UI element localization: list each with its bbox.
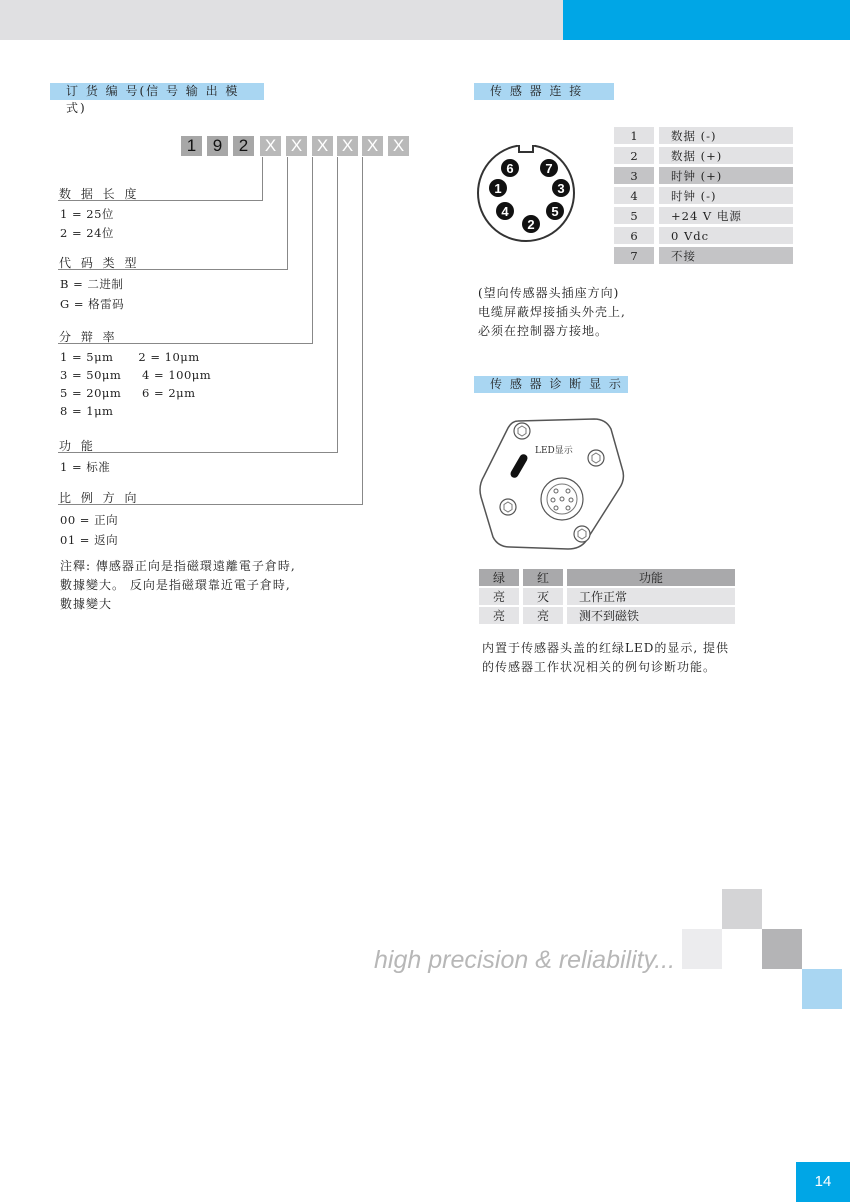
pin-num: 5 [614,207,654,224]
pin-num: 4 [614,187,654,204]
led-table-row [479,607,735,624]
pin-row [614,247,793,264]
diagnosis-note-line: 内置于传感器头盖的红绿LED的显示, 提供 [482,641,729,655]
connection-note-line: 电缆屏蔽焊接插头外壳上, [478,305,626,319]
cell-green: 亮 [479,607,519,624]
code-type-label: 代 码 类 型 [59,256,140,270]
resolution-value: 1 = 5μm 2 = 10μm [60,350,200,364]
header-green: 绿 [479,569,519,586]
direction-value: 01 = 返向 [60,533,119,547]
connector-line [262,157,263,200]
header-red: 红 [523,569,563,586]
slogan: high precision & reliability... [374,946,676,974]
pin-num: 3 [614,167,654,184]
header-bar-gray [0,0,563,40]
connector-line [312,157,313,343]
pin-row [614,207,793,224]
pin-num: 2 [614,147,654,164]
code-type-value: B = 二进制 [60,277,124,291]
function-value: 1 = 标准 [60,460,111,474]
pin-desc: 不接 [659,247,793,264]
pin-desc: +24 V 电源 [659,207,793,224]
decor-square [682,929,722,969]
code-box-4: X [260,136,281,156]
pin-row [614,127,793,144]
function-label: 功 能 [59,439,96,453]
resolution-value: 5 = 20μm 6 = 2μm [60,386,196,400]
code-box-8: X [362,136,383,156]
decor-square [722,889,762,929]
resolution-value: 3 = 50μm 4 = 100μm [60,368,212,382]
cell-red: 亮 [523,607,563,624]
diagnosis-section-title: 传 感 器 诊 断 显 示 [474,376,628,393]
pin-table [614,124,793,267]
pin-2-label: 2 [527,217,535,232]
code-box-5: X [286,136,307,156]
pin-desc: 数据 (-) [659,127,793,144]
code-box-3: 2 [233,136,254,156]
cell-function: 测不到磁铁 [567,607,735,624]
underline [58,452,338,453]
connector-line [287,157,288,269]
decor-square [762,929,802,969]
led-table-row [479,588,735,605]
connection-note-line: (望向传感器头插座方向) [478,286,620,300]
direction-value: 00 = 正向 [60,513,119,527]
data-length-value: 1 = 25位 [60,207,114,221]
decor-square [802,969,842,1009]
direction-label: 比 例 方 向 [59,491,140,505]
code-box-1: 1 [181,136,202,156]
code-box-9: X [388,136,409,156]
header-function: 功能 [567,569,735,586]
screw-icon [500,499,516,515]
order-note-line: 數據變大。 反向是指磁環靠近電子倉時, [60,578,291,592]
connector-line [337,157,338,452]
pin-row [614,227,793,244]
order-note-line: 數據變大 [60,597,113,611]
pin-desc: 时钟 (+) [659,167,793,184]
data-length-label: 数 据 长 度 [59,187,140,201]
header-bar-blue [563,0,850,40]
code-box-2: 9 [207,136,228,156]
pin-7-label: 7 [545,161,553,176]
pin-row [614,147,793,164]
connector-line [362,157,363,504]
pin-row [614,187,793,204]
connection-section-title: 传 感 器 连 接 [474,83,614,100]
page-number: 14 [796,1162,850,1202]
pin-6-label: 6 [506,161,514,176]
connection-note-line: 必须在控制器方接地。 [478,324,609,338]
data-length-value: 2 = 24位 [60,226,114,240]
led-table-header [479,569,735,586]
pin-desc: 0 Vdc [659,227,793,244]
pin-3-label: 3 [557,181,565,196]
code-box-6: X [312,136,333,156]
code-box-7: X [337,136,358,156]
screw-icon [514,423,530,439]
cell-red: 灭 [523,588,563,605]
pin-row [614,167,793,184]
led-label: LED显示 [535,446,573,456]
order-code-section-title: 订 货 编 号(信 号 输 出 模 式) [50,83,264,100]
pin-4-label: 4 [501,204,509,219]
pin-1-label: 1 [494,181,502,196]
code-type-value: G = 格雷码 [60,297,125,311]
pin-num: 1 [614,127,654,144]
cell-function: 工作正常 [567,588,735,605]
pin-desc: 时钟 (-) [659,187,793,204]
pin-num: 6 [614,227,654,244]
pin-num: 7 [614,247,654,264]
screw-icon [574,526,590,542]
led-table [475,567,739,626]
order-note-line: 注釋: 傳感器正向是指磁環遠離電子倉時, [60,559,296,573]
diagnosis-note-line: 的传感器工作状况相关的例句诊断功能。 [482,660,717,674]
sensor-head-diagram [476,413,626,553]
resolution-value: 8 = 1μm [60,404,114,418]
cell-green: 亮 [479,588,519,605]
pin-desc: 数据 (+) [659,147,793,164]
screw-icon [588,450,604,466]
pin-5-label: 5 [551,204,559,219]
resolution-label: 分 辩 率 [59,330,118,344]
connector-pin-diagram [470,137,582,247]
